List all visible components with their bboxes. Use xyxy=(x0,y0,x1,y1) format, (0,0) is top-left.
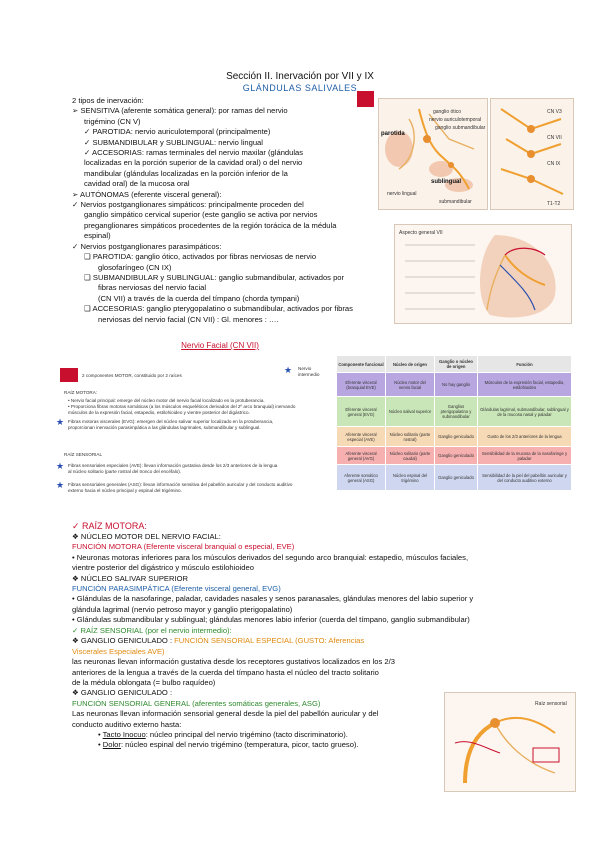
note-line: proporcionan inervación parasimpática a las glándulas lagrimales, submandibular y sublingual. xyxy=(68,425,261,430)
table-cell: Ganglios pterigopalatino y submandibular xyxy=(435,397,478,427)
note-line: Fibras sensoriales especiales (AVE): llevan información gustativa desde los 2/3 anteriores de la lengua xyxy=(68,463,278,468)
intro-line: fibras nerviosas del nervio facial xyxy=(98,283,207,293)
fig1-label: parotida xyxy=(381,131,405,137)
table-cell: Aferente visceral especial (AVE) xyxy=(337,427,386,447)
fig1-label: nervio lingual xyxy=(387,191,417,197)
intro-line: ❑ ACCESORIAS: ganglio pterygopalatino o submandibular, activados por fibras xyxy=(84,304,353,314)
motor-line: • Glándulas de la nasofaringe, paladar, cavidades nasales y senos paranasales, glándulas menores del labio superior y xyxy=(72,594,474,604)
table-cell: Núcleo salival superior xyxy=(386,397,435,427)
figure-3-icon xyxy=(395,225,571,323)
sensory-line: ❖ GANGLIO GENICULADO : xyxy=(72,688,173,698)
table-cell: Aferente visceral general (AVG) xyxy=(337,447,386,465)
motor-line: vientre posterior del digástrico y músculo estilohioideo xyxy=(72,563,254,573)
note-line: Fibras motoras viscerales (EVG): emergen del núcleo salivar superior localizado en la protuberancia, xyxy=(68,419,274,424)
red-marker-box xyxy=(357,91,374,107)
table-header: Núcleo de origen xyxy=(386,356,435,373)
sensory-root-heading: ✓ RAÍZ SENSORIAL (por el nervio intermedio): xyxy=(72,626,232,635)
motor-root-heading: ✓ RAÍZ MOTORA: xyxy=(72,521,147,531)
sensory-root-section xyxy=(72,626,395,751)
intro-line: nerviosas del nervio facial (CN VII) : Gl. menores : …. xyxy=(98,314,279,324)
table-cell: Ganglio geniculado xyxy=(435,427,478,447)
intro-line: ❑ PAROTIDA: ganglio ótico, activados por fibras nerviosas de nervio xyxy=(84,252,317,262)
star-icon: ★ xyxy=(56,480,65,490)
table-row xyxy=(337,447,572,465)
motor-line: ❖ NÚCLEO SALIVAR SUPERIOR xyxy=(72,573,188,583)
fig2-label: CN IX xyxy=(547,161,561,167)
sensory-line: anteriores de la lengua a través de la cuerda del tímpano hasta el núcleo del tracto solitario xyxy=(72,667,379,677)
intro-line: ✓ ACCESORIAS: ramas terminales del nervio maxilar (glándulas xyxy=(84,148,304,158)
note-line: • Proporciona fibras motoras somáticas (a los músculos esqueléticos derivados del 2º arco branquial) inervando xyxy=(68,404,296,409)
star-icon: ★ xyxy=(284,365,293,375)
sensory-target: • Tacto Inocuo: núcleo principal del nervio trigémino (tacto discriminatorio). xyxy=(98,730,348,740)
note-header: 2 componentes MOTOR, constituido por 2 raíces xyxy=(82,373,182,378)
table-header: Componente funcional xyxy=(337,356,386,373)
intro-line: mandibular (glándulas localizadas en la porción inferior de la xyxy=(84,168,288,178)
table-cell: No hay ganglio xyxy=(435,373,478,397)
intro-line: (CN VII) a través de la cuerda del tímpano (chorda tympani) xyxy=(98,293,300,303)
intro-line: localizadas en la porción superior de la cavidad oral) o del nervio xyxy=(84,158,303,168)
motor-line: glándula lagrimal (nervio petroso mayor y ganglio pterigopalatino) xyxy=(72,604,293,614)
table-cell: Ganglio geniculado xyxy=(435,465,478,491)
star-icon: ★ xyxy=(56,417,65,427)
motor-line: • Glándulas submandibular y sublingual; glándulas menores labio inferior (cuerda del tímpano, ganglio submandibular) xyxy=(72,615,470,625)
sensory-line: Las neuronas llevan información sensorial general desde la piel del pabellón auricular y del xyxy=(72,709,379,719)
figure-2-icon xyxy=(491,99,573,209)
components-table-wrap xyxy=(336,355,572,491)
figure-sensory-pathway xyxy=(444,692,576,792)
intro-line: espinal) xyxy=(84,231,111,241)
motor-line: • Neuronas motoras inferiores para los músculos derivados del segundo arco branquial: estapedio, músculos faciales, xyxy=(72,552,469,562)
figure-facial-overview xyxy=(394,224,572,324)
figure-autonomic-pathways xyxy=(490,98,574,210)
figure-1-icon xyxy=(379,99,487,209)
intro-line: cavidad oral) de la mucosa oral xyxy=(84,179,190,189)
intro-line: ➢ SENSITIVA (aferente somática general): por ramas del nervio xyxy=(72,106,288,116)
table-row xyxy=(337,427,572,447)
intro-line: ✓ SUBMANDIBULAR y SUBLINGUAL: nervio lingual xyxy=(84,137,263,147)
table-cell: Aferente somático general (ASG) xyxy=(337,465,386,491)
fig3-caption: Aspecto general VII xyxy=(399,230,443,236)
intro-block xyxy=(72,96,353,325)
sensory-line: las neuronas llevan información gustativa desde los receptores gustativos localizados en los 2/3 xyxy=(72,657,395,667)
table-cell: Músculos de la expresión facial, estapedio, estilohioideo xyxy=(478,373,572,397)
star-icon: ★ xyxy=(56,461,65,471)
note-line: • Nervio facial principal: emerge del núcleo motor del nervio facial localizado en la protuberancia. xyxy=(68,398,265,403)
intro-line: 2 tipos de inervación: xyxy=(72,96,144,105)
gg-label: ❖ GANGLIO GENICULADO : xyxy=(72,636,175,646)
table-cell: Glándulas lagrimal, submandibular, sublingual y de la mucosa nasal y paladar xyxy=(478,397,572,427)
note-side: Nervio intermedio xyxy=(298,366,320,377)
fig2-label: CN V3 xyxy=(547,109,562,115)
intro-line: trigémino (CN V) xyxy=(84,116,141,126)
sensory-line: Viscerales Especiales AVE) xyxy=(72,646,165,656)
table-cell: Núcleo motor del nervio facial xyxy=(386,373,435,397)
gg-function: FUNCIÓN SENSORIAL ESPECIAL (GUSTO: Aferencias xyxy=(174,636,365,646)
table-row xyxy=(337,373,572,397)
note-line: RAÍZ SENSORIAL xyxy=(64,452,103,457)
fig1-label: sublingual xyxy=(431,179,461,185)
facial-note-block xyxy=(56,365,332,466)
target-name: Tacto Inocuo xyxy=(102,730,146,740)
table-cell: Sensibilidad de la piel del pabellón auricular y del conducto auditivo externo xyxy=(478,465,572,491)
page-subtitle: GLÁNDULAS SALIVALES xyxy=(242,83,358,93)
note-line: Fibras sensoriales generales (ASG): llevan información sensitiva del pabellón auricular y del conducto auditivo xyxy=(68,482,293,487)
target-name: Dolor xyxy=(102,740,121,750)
intro-line: ✓ PAROTIDA: nervio auriculotemporal (principalmente) xyxy=(84,127,271,137)
figure-salivary-innervation xyxy=(378,98,488,210)
page-title: Sección II. Inervación por VII y IX xyxy=(226,71,374,82)
table-header: Función xyxy=(478,356,572,373)
table-header: Ganglio o núcleo de origen xyxy=(435,356,478,373)
fig1-label: ganglio submandibular xyxy=(435,125,486,131)
sensory-target: • Dolor: núcleo espinal del nervio trigémino (temperatura, picor, tacto grueso). xyxy=(98,740,359,750)
sensory-line xyxy=(72,636,395,646)
motor-line: FUNCIÓN PARASIMPÁTICA (Eferente visceral general, EVG) xyxy=(72,584,281,594)
intro-line: ❑ SUBMANDIBULAR y SUBLINGUAL: ganglio submandibular, activados por xyxy=(84,272,345,282)
note-line: externo hacia el núcleo principal y espinal del trigémino. xyxy=(68,488,182,493)
table-row xyxy=(337,397,572,427)
motor-line: ❖ NÚCLEO MOTOR DEL NERVIO FACIAL: xyxy=(72,532,221,541)
fig2-label: CN VII xyxy=(547,135,562,141)
fig1-label: submandibular xyxy=(439,199,472,205)
table-cell: Sensibilidad de la mucosa de la nasofaringe y paladar xyxy=(478,447,572,465)
fig4-caption: Raíz sensorial xyxy=(535,701,567,707)
sensory-line: FUNCIÓN SENSORIAL GENERAL (aferentes somáticas generales, ASG) xyxy=(72,698,321,708)
intro-line: ✓ Nervios postganglionares simpáticos: principalmente proceden del xyxy=(72,200,304,210)
table-cell: Gusto de los 2/3 anteriores de la lengua xyxy=(478,427,572,447)
table-row xyxy=(337,465,572,491)
fig1-label: ganglio ótico xyxy=(433,109,462,115)
fig1-label: nervio auriculotemporal xyxy=(429,117,481,123)
sensory-line: conducto auditivo externo hasta: xyxy=(72,719,182,729)
table-cell: Ganglio geniculado xyxy=(435,447,478,465)
table-cell: Núcleo solitario (parte caudal) xyxy=(386,447,435,465)
table-cell: Eferente visceral general (EVG) xyxy=(337,397,386,427)
intro-line: preganglionares simpáticos procedentes de la región torácica de la médula xyxy=(84,220,337,230)
figure-4-icon xyxy=(445,693,575,791)
sensory-line: de la médula oblongata (= bulbo raquídeo) xyxy=(72,678,216,688)
note-line: al núcleo solitario (parte rostral del tronco del encéfalo). xyxy=(68,469,182,474)
fig2-label: T1-T2 xyxy=(547,201,561,207)
motor-root-section xyxy=(72,520,473,626)
intro-line: ganglio simpático cervical superior (este ganglio se activa por nervios xyxy=(84,210,318,220)
motor-line: FUNCIÓN MOTORA (Eferente visceral branquial o especial, EVE) xyxy=(72,542,295,552)
components-table xyxy=(336,355,572,491)
intro-line: ➢ AUTÓNOMAS (eferente visceral general): xyxy=(72,189,222,199)
table-cell: Núcleo espinal del trigémino xyxy=(386,465,435,491)
intro-line: ✓ Nervios postganglionares parasimpáticos: xyxy=(72,241,222,251)
intro-line: glosofaríngeo (CN IX) xyxy=(98,262,172,272)
table-cell: Eferente visceral (branquial EVE) xyxy=(337,373,386,397)
note-line: RAÍZ MOTORA: xyxy=(64,390,98,395)
table-cell: Núcleo solitario (parte rostral) xyxy=(386,427,435,447)
note-line: músculos de la expresión facial, estapedio, estilohioideo y vientre posterior del digástrico. xyxy=(68,410,250,415)
facial-section-title: Nervio Facial (CN VII) xyxy=(181,341,259,350)
facial-note-block-2 xyxy=(56,460,332,508)
